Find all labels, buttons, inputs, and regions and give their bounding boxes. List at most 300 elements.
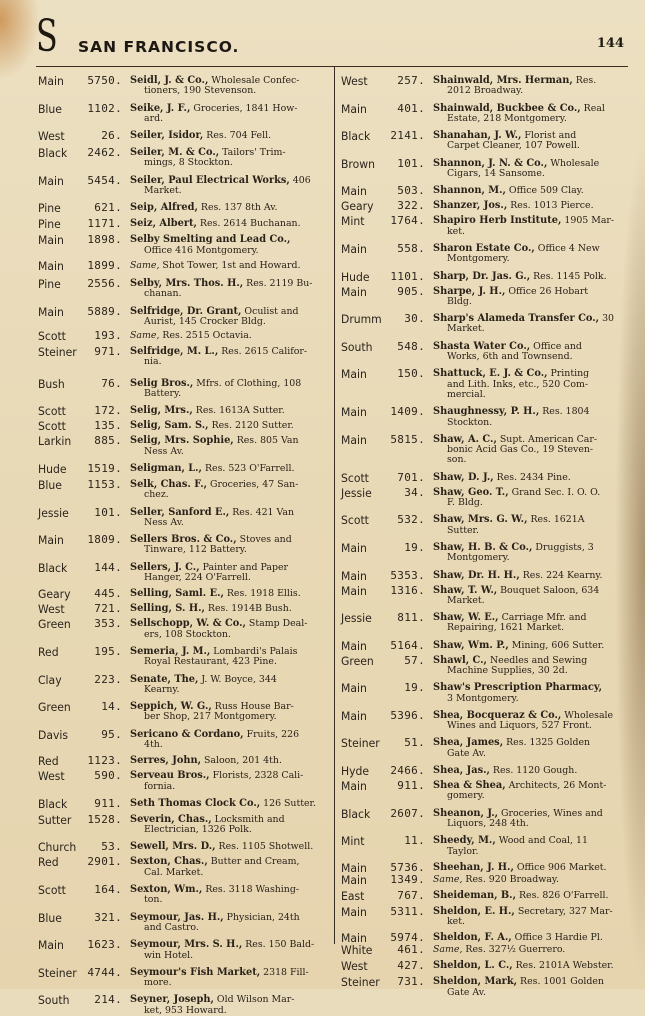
- listing-continuation: Gate Av.: [447, 747, 486, 759]
- phone-number: 76.: [101, 376, 122, 390]
- directory-entry: [341, 570, 628, 582]
- listing-name: Seiler, Paul Electrical Works,: [130, 174, 290, 186]
- phone-number: 1316.: [390, 583, 425, 597]
- listing-name: Seppich, W. G.,: [130, 701, 212, 713]
- listing-continuation: Kearny.: [144, 683, 180, 695]
- listing-name: Sewell, Mrs. D.,: [130, 841, 216, 853]
- directory-entry: [38, 884, 330, 906]
- exchange-name: Black: [341, 129, 371, 144]
- listing-detail: Res. 1325 Golden: [503, 737, 591, 749]
- listing-text: [425, 75, 628, 97]
- phone-number: 257.: [397, 74, 425, 87]
- listing-detail: Florist and: [521, 130, 577, 142]
- listing-detail: Groceries, 1841 How-: [190, 102, 298, 114]
- directory-entry: [341, 932, 628, 944]
- exchange-name: Main: [38, 533, 64, 548]
- directory-entry: [38, 798, 330, 810]
- directory-entry: [341, 682, 628, 704]
- listing-continuation: Cal. Market.: [144, 866, 204, 878]
- listing-continuation: Carpet Cleaner, 107 Powell.: [447, 140, 580, 152]
- exchange-name: Jessie: [38, 505, 69, 520]
- directory-entry: [38, 603, 330, 615]
- same-marker: Same,: [130, 259, 160, 271]
- directory-entry: [341, 960, 628, 972]
- phone-number: 5750.: [87, 74, 122, 87]
- exchange-name: Main: [341, 101, 367, 116]
- page-header: [36, 11, 624, 62]
- listing-continuation: Royal Restaurant, 423 Pine.: [144, 656, 277, 668]
- directory-entry: [341, 158, 628, 180]
- phone-number: 150.: [397, 367, 425, 381]
- listing-text: [122, 420, 330, 431]
- listing-name: Seip, Alfred,: [130, 202, 198, 214]
- phone-number: 5353.: [390, 568, 425, 582]
- phone-number: 5164.: [390, 638, 425, 652]
- exchange-name: Larkin: [38, 434, 72, 449]
- exchange-name: White: [341, 943, 373, 958]
- listing-text: [122, 770, 330, 792]
- exchange-name: Scott: [38, 419, 66, 434]
- listing-detail: J. W. Boyce, 344: [198, 673, 277, 685]
- phone-number: 1102.: [87, 101, 122, 115]
- exchange-name: Main: [38, 938, 64, 953]
- listing-continuation: Montgomery.: [447, 552, 510, 564]
- listing-continuation: Taylor.: [447, 845, 479, 857]
- listing-text: [425, 271, 628, 282]
- listing-detail: Locksmith and: [211, 813, 285, 825]
- phone-number: 2462.: [87, 146, 122, 160]
- listing-text: [425, 434, 628, 466]
- listing-detail: Office 4 New: [534, 242, 600, 254]
- listing-name: Seth Thomas Clock Co.,: [130, 797, 261, 809]
- listing-name: Seyner, Joseph,: [130, 994, 214, 1006]
- phone-number: 1519.: [87, 461, 122, 475]
- right-column: [341, 75, 628, 998]
- phone-number: 5454.: [87, 173, 122, 187]
- exchange-name: Green: [38, 617, 71, 632]
- listing-name: Shaw, Mrs. G. W.,: [433, 514, 528, 526]
- listing-name: Shainwald, Buckbee & Co.,: [433, 102, 581, 114]
- listing-detail: Res. 150 Bald-: [242, 939, 315, 951]
- exchange-name: Pine: [38, 201, 61, 216]
- listing-name: Sheldon, L. C.,: [433, 960, 513, 972]
- directory-entry: [341, 780, 628, 802]
- listing-detail: Stamp Deal-: [245, 618, 308, 630]
- listing-text: [425, 570, 628, 581]
- directory-entry: [38, 994, 330, 1016]
- listing-name: Severin, Chas.,: [130, 813, 212, 825]
- directory-entry: [341, 514, 628, 536]
- listing-detail: Fruits, 226: [243, 728, 300, 740]
- exchange-name: Geary: [341, 199, 374, 214]
- listing-text: [122, 814, 330, 836]
- directory-entry: [341, 243, 628, 265]
- listing-continuation: Montgomery.: [447, 253, 510, 265]
- directory-entry: [38, 618, 330, 640]
- exchange-name: Scott: [38, 329, 66, 344]
- exchange-name: Main: [341, 540, 367, 555]
- listing-text: [425, 906, 628, 928]
- phone-number: 19.: [404, 540, 425, 554]
- phone-number: 2901.: [87, 855, 122, 869]
- exchange-name: Main: [341, 284, 367, 299]
- phone-number: 5311.: [390, 904, 425, 918]
- listing-text: [425, 341, 628, 363]
- listing-name: Sellers, J. C.,: [130, 561, 200, 573]
- phone-number: 321.: [94, 910, 122, 924]
- listing-name: Shaw, W. E.,: [433, 612, 499, 624]
- exchange-name: Pine: [38, 276, 61, 291]
- listing-name: Sheedy, M.,: [433, 835, 496, 847]
- listing-detail: Printing: [547, 368, 590, 380]
- phone-number: 144.: [94, 560, 122, 574]
- listing-text: [122, 912, 330, 934]
- listing-continuation: Stockton.: [447, 416, 493, 428]
- listing-continuation: 4th.: [144, 738, 163, 750]
- listing-text: [122, 603, 330, 614]
- listing-name: Seike, J. F.,: [130, 102, 191, 114]
- directory-entry: [341, 406, 628, 428]
- listing-continuation: mings, 8 Stockton.: [144, 157, 233, 169]
- page-number: 144: [596, 36, 624, 51]
- directory-entry: [38, 646, 330, 668]
- listing-name: Seidl, J. & Co.,: [130, 75, 209, 86]
- listing-name: Shea, Bocqueraz & Co.,: [433, 709, 562, 721]
- phone-number: 135.: [94, 419, 122, 433]
- phone-number: 767.: [397, 888, 425, 902]
- listing-detail: Res. 704 Fell.: [203, 130, 272, 142]
- listing-text: [122, 234, 330, 256]
- exchange-name: West: [341, 959, 368, 974]
- listing-text: [122, 75, 330, 97]
- listing-name: Sharon Estate Co.,: [433, 242, 535, 254]
- phone-number: 164.: [94, 883, 122, 897]
- exchange-name: Main: [341, 583, 367, 598]
- exchange-name: Main: [341, 931, 367, 946]
- header-rule: [36, 66, 628, 67]
- directory-entry: [341, 434, 628, 466]
- listing-detail: 1905 Mar-: [561, 215, 615, 227]
- listing-detail: Groceries, 47 San-: [207, 478, 299, 490]
- listing-detail: Supt. American Car-: [496, 433, 598, 445]
- exchange-name: Black: [38, 560, 68, 575]
- listing-text: [425, 835, 628, 857]
- listing-continuation: more.: [144, 977, 172, 989]
- exchange-name: Main: [341, 432, 367, 447]
- listing-name: Selby, Mrs. Thos. H.,: [130, 277, 244, 289]
- listing-text: [425, 472, 628, 483]
- listing-continuation: F. Bldg.: [447, 497, 483, 509]
- phone-number: 911.: [397, 779, 425, 793]
- phone-number: 5736.: [390, 860, 425, 874]
- exchange-name: Main: [38, 173, 64, 188]
- listing-detail: Res. 2101A Webster.: [512, 960, 614, 972]
- exchange-name: Blue: [38, 477, 62, 492]
- same-marker: Same,: [433, 873, 463, 885]
- listing-text: [122, 202, 330, 213]
- listing-detail: Old Wilson Mar-: [213, 994, 295, 1006]
- listing-name: Shea, Jas.,: [433, 765, 490, 777]
- phone-number: 53.: [101, 840, 122, 854]
- phone-number: 2141.: [390, 129, 425, 143]
- directory-entry: [341, 200, 628, 212]
- listing-name: Sheldon, Mark,: [433, 976, 518, 988]
- listing-detail: Office 509 Clay.: [505, 185, 584, 197]
- exchange-name: Mint: [341, 834, 365, 849]
- phone-number: 2466.: [390, 764, 425, 778]
- listing-text: [122, 618, 330, 640]
- exchange-name: Main: [341, 681, 367, 696]
- listing-name: Sericano & Cordano,: [130, 728, 244, 740]
- listing-continuation: ers, 108 Stockton.: [144, 628, 231, 640]
- listing-text: [425, 243, 628, 265]
- listing-name: Sharp's Alameda Transfer Co.,: [433, 313, 600, 325]
- listing-text: [122, 507, 330, 529]
- listing-text: [122, 841, 330, 852]
- listing-name: Shanahan, J. W.,: [433, 130, 522, 142]
- directory-entry: [38, 534, 330, 556]
- listing-name: Shannon, J. N. & Co.,: [433, 157, 548, 169]
- phone-number: 621.: [94, 201, 122, 215]
- directory-entry: [38, 330, 330, 342]
- exchange-name: Hude: [38, 461, 67, 476]
- phone-number: 26.: [101, 129, 122, 143]
- listing-name: Sheehan, J. H.,: [433, 861, 514, 873]
- listing-name: Selby Smelting and Lead Co.,: [130, 234, 291, 246]
- listing-text: [122, 130, 330, 141]
- phone-number: 2607.: [390, 806, 425, 820]
- listing-detail: 30: [599, 313, 615, 325]
- phone-number: 590.: [94, 769, 122, 783]
- listing-continuation: Electrician, 1326 Polk.: [144, 824, 252, 836]
- directory-entry: [38, 378, 330, 400]
- listing-continuation: Liquors, 248 4th.: [447, 817, 529, 829]
- directory-entry: [38, 218, 330, 230]
- phone-number: 1623.: [87, 938, 122, 952]
- exchange-name: Geary: [38, 587, 71, 602]
- exchange-name: Steiner: [341, 736, 380, 751]
- listing-detail: Butter and Cream,: [207, 856, 300, 868]
- listing-name: Sheanon, J.,: [433, 807, 499, 819]
- listing-detail: Res. 1613A Sutter.: [192, 405, 285, 417]
- listing-name: Seiz, Albert,: [130, 218, 197, 230]
- listing-name: Serveau Bros.,: [130, 770, 210, 782]
- listing-name: Sharp, Dr. Jas. G.,: [433, 270, 531, 282]
- same-marker: Same,: [130, 330, 160, 342]
- directory-entry: [341, 612, 628, 634]
- listing-name: Sexton, Chas.,: [130, 856, 208, 868]
- listing-name: Senate, The,: [130, 673, 199, 685]
- directory-entry: [341, 874, 628, 886]
- listing-continuation: ton.: [144, 894, 163, 906]
- listing-detail: Res. 1013 Pierce.: [507, 200, 594, 212]
- directory-entry: [341, 542, 628, 564]
- phone-number: 5815.: [390, 432, 425, 446]
- listing-detail: Wholesale: [547, 157, 600, 169]
- phone-number: 1123.: [87, 754, 122, 768]
- directory-entry: [38, 435, 330, 457]
- directory-entry: [38, 405, 330, 417]
- listing-text: [122, 479, 330, 501]
- listing-name: Serres, John,: [130, 755, 202, 767]
- phone-number: 223.: [94, 672, 122, 686]
- listing-detail: Russ House Bar-: [211, 701, 294, 713]
- listing-detail: Res. 826 O'Farrell.: [516, 889, 609, 901]
- listing-continuation: Cigars, 14 Sansome.: [447, 168, 545, 180]
- exchange-name: South: [38, 993, 70, 1008]
- listing-text: [425, 640, 628, 651]
- directory-entry: [38, 103, 330, 125]
- listing-continuation: chanan.: [144, 288, 182, 300]
- listing-text: [122, 330, 330, 341]
- directory-entry: [38, 770, 330, 792]
- exchange-name: Main: [341, 779, 367, 794]
- listing-detail: Res. 421 Van: [229, 506, 295, 518]
- listing-detail: Res. 2614 Buchanan.: [196, 218, 301, 230]
- exchange-name: Church: [38, 840, 77, 855]
- phone-number: 101.: [397, 156, 425, 170]
- listing-text: [425, 286, 628, 308]
- directory-entry: [341, 185, 628, 197]
- listing-continuation: ard.: [144, 112, 164, 124]
- phone-number: 353.: [94, 617, 122, 631]
- phone-number: 51.: [404, 736, 425, 750]
- listing-continuation: Machine Supplies, 30 2d.: [447, 664, 568, 676]
- directory-entry: [38, 967, 330, 989]
- exchange-name: Black: [38, 146, 68, 161]
- listing-detail: Res.: [572, 75, 597, 86]
- listing-text: [122, 562, 330, 584]
- listing-name: Shaw, A. C.,: [433, 433, 497, 445]
- phone-number: 172.: [94, 404, 122, 418]
- listing-continuation: and Castro.: [144, 921, 199, 933]
- listing-name: Shattuck, E. J. & Co.,: [433, 368, 548, 380]
- directory-entry: [38, 306, 330, 328]
- exchange-name: Davis: [38, 727, 69, 742]
- directory-entry: [341, 835, 628, 857]
- exchange-name: Black: [341, 806, 371, 821]
- directory-entry: [38, 755, 330, 767]
- phone-number: 1171.: [87, 217, 122, 231]
- directory-entry: [341, 368, 628, 400]
- exchange-name: Scott: [341, 470, 369, 485]
- listing-detail: Oculist and: [241, 305, 299, 317]
- listing-detail: Painter and Paper: [199, 561, 289, 573]
- listing-continuation: Ness Av.: [144, 516, 184, 528]
- listing-continuation: Bldg.: [447, 295, 472, 307]
- column-divider: [334, 67, 335, 944]
- directory-entry: [341, 710, 628, 732]
- listing-text: [425, 185, 628, 196]
- listing-text: [425, 976, 628, 998]
- directory-entry: [38, 674, 330, 696]
- listing-name: Shea & Shea,: [433, 780, 506, 792]
- listing-name: Sexton, Wm.,: [130, 884, 203, 896]
- exchange-name: Clay: [38, 672, 62, 687]
- listing-name: Selig, Mrs.,: [130, 405, 193, 417]
- listing-continuation: and Lith. Inks, etc., 520 Com-: [447, 378, 589, 390]
- listing-detail: Res. 1804: [539, 406, 590, 418]
- listing-name: Sheldon, E. H.,: [433, 905, 515, 917]
- directory-entry: [38, 507, 330, 529]
- exchange-name: Main: [341, 184, 367, 199]
- phone-number: 731.: [397, 975, 425, 989]
- directory-entry: [38, 420, 330, 432]
- listing-detail: Res. 2434 Pine.: [493, 471, 571, 483]
- listing-name: Shainwald, Mrs. Herman,: [433, 75, 573, 86]
- listing-detail: Office 26 Hobart: [505, 285, 589, 297]
- listing-detail: Saloon, 201 4th.: [201, 755, 282, 767]
- listing-name: Shaw, Wm. P.,: [433, 639, 509, 651]
- listing-detail: Res. 805 Van: [233, 435, 299, 447]
- exchange-name: Blue: [38, 910, 62, 925]
- directory-entry: [38, 841, 330, 853]
- listing-text: [122, 278, 330, 300]
- listing-continuation: 2012 Broadway.: [447, 85, 524, 97]
- listing-name: Selfridge, Dr. Grant,: [130, 305, 242, 317]
- listing-detail: Office 906 Market.: [513, 861, 607, 873]
- exchange-name: Jessie: [341, 611, 372, 626]
- listing-text: [425, 780, 628, 802]
- listing-name: Shaw's Prescription Pharmacy,: [433, 682, 603, 694]
- exchange-name: Main: [341, 904, 367, 919]
- phone-number: 971.: [94, 345, 122, 359]
- listing-name: Shaw, Geo. T.,: [433, 486, 509, 498]
- listing-name: Shapiro Herb Institute,: [433, 215, 562, 227]
- phone-number: 885.: [94, 434, 122, 448]
- listing-name: Shaw, D. J.,: [433, 471, 494, 483]
- listing-detail: Res. 2515 Octavia.: [159, 330, 252, 342]
- phone-number: 558.: [397, 241, 425, 255]
- exchange-name: West: [38, 769, 65, 784]
- exchange-name: Main: [341, 638, 367, 653]
- listing-text: [122, 103, 330, 125]
- exchange-name: West: [341, 74, 368, 88]
- phone-number: 195.: [94, 644, 122, 658]
- listing-continuation: Aurist, 145 Crocker Bldg.: [144, 315, 266, 327]
- directory-entry: [38, 130, 330, 142]
- exchange-name: Mint: [341, 214, 365, 229]
- listing-text: [122, 218, 330, 229]
- directory-entry: [341, 286, 628, 308]
- listing-detail: 406: [289, 174, 311, 186]
- listing-detail: Groceries, Wines and: [498, 807, 603, 819]
- listing-text: [425, 612, 628, 634]
- phone-number: 322.: [397, 199, 425, 213]
- listing-text: [122, 534, 330, 556]
- listing-name: Shannon, M.,: [433, 185, 506, 197]
- listing-detail: Res. 1621A: [527, 514, 585, 526]
- listing-text: [425, 737, 628, 759]
- listing-detail: Res. 1918 Ellis.: [223, 588, 301, 600]
- listing-text: [425, 874, 628, 885]
- listing-continuation: Sutter.: [447, 524, 479, 536]
- listing-detail: Needles and Sewing: [486, 654, 588, 666]
- exchange-name: Main: [341, 568, 367, 583]
- phone-number: 193.: [94, 329, 122, 343]
- directory-entry: [38, 562, 330, 584]
- exchange-name: Scott: [38, 883, 66, 898]
- listing-text: [425, 655, 628, 677]
- directory-entry: [341, 808, 628, 830]
- listing-text: [122, 674, 330, 696]
- listing-detail: Res. 920 Broadway.: [462, 873, 559, 885]
- listing-continuation: Hanger, 224 O'Farrell.: [144, 572, 251, 584]
- exchange-name: West: [38, 602, 65, 617]
- directory-entry: [341, 313, 628, 335]
- listing-detail: Stoves and: [236, 534, 292, 546]
- exchange-name: Scott: [38, 404, 66, 419]
